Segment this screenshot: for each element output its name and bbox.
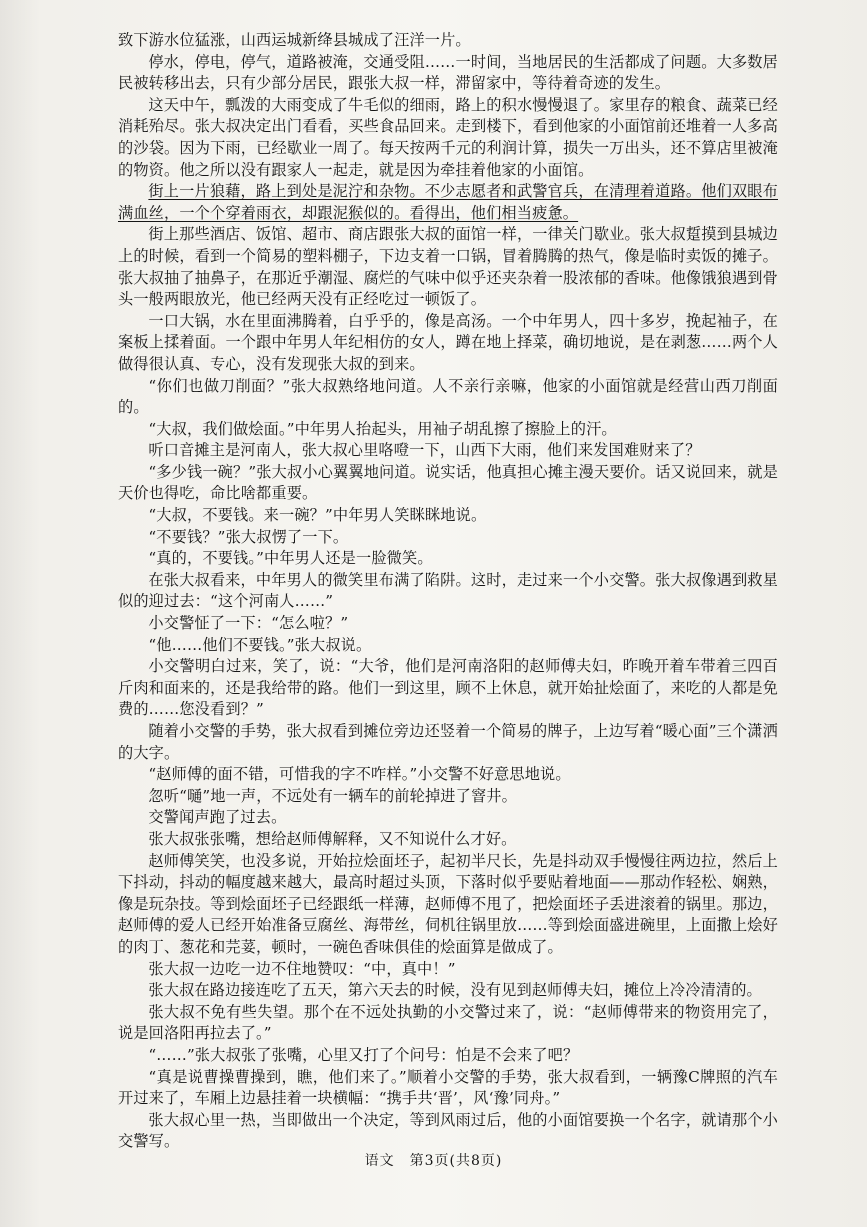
paragraph: 张大叔在路边接连吃了五天，第六天去的时候，没有见到赵师傅夫妇，摊位上冷冷清清的。 [148,981,762,1000]
paragraph: 张大叔一边吃一边不住地赞叹：“中，真中！” [148,959,456,978]
paragraph: 一口大锅，水在里面沸腾着，白乎乎的，像是高汤。一个中年男人，四十多岁，挽起袖子，在案板上揉着面。一个跟中年男人年纪相仿的女人，蹲在地上择菜，确切地说，是在剥葱……两个人做得很认真、专心，没有发现张大叔的到来。 [118,311,778,373]
paragraph: “真的，不要钱。”中年男人还是一脸微笑。 [148,549,433,568]
scan-shadow [0,0,40,1227]
paragraph: “你们也做刀削面？”张大叔熟络地问道。人不亲行亲嘛，他家的小面馆就是经营山西刀削面的。 [118,376,778,417]
paragraph: “大叔，不要钱。来一碗？”中年男人笑眯眯地说。 [148,506,487,525]
paragraph: “多少钱一碗？”张大叔小心翼翼地问道。说实话，他真担心摊主漫天要价。话又说回来，就是天价也得吃，命比啥都重要。 [118,462,778,503]
paragraph: 交警闻声跑了过去。 [148,808,287,827]
story-text [118,30,778,1153]
underlined-paragraph: 街上一片狼藉，路上到处是泥泞和杂物。不少志愿者和武警官兵，在清理着道路。他们双眼布满血丝，一个个穿着雨衣，却跟泥猴似的。看得出，他们相当疲惫。 [118,182,778,222]
page-footer: 语文 第3页(共8页) [364,1153,503,1169]
paragraph: 在张大叔看来，中年男人的微笑里布满了陷阱。这时，走过来一个小交警。张大叔像遇到救星似的迎过去：“这个河南人……” [118,570,778,611]
paragraph: 忽听“嗵”地一声，不远处有一辆车的前轮掉进了窨井。 [148,786,517,805]
paragraph: 张大叔张张嘴，想给赵师傅解释，又不知说什么才好。 [148,829,517,848]
paragraph: 张大叔不免有些失望。那个在不远处执勤的小交警过来了，说：“赵师傅带来的物资用完了，说是回洛阳再拉去了。” [118,1002,778,1043]
paragraph: “他……他们不要钱。”张大叔说。 [148,635,372,654]
paragraph: “真是说曹操曹操到，瞧，他们来了。”顺着小交警的手势，张大叔看到，一辆豫C牌照的汽车开过来了，车厢上边悬挂着一块横幅：“携手共‘晋’，风‘豫’同舟。” [118,1067,778,1108]
paragraph: 小交警明白过来，笑了，说：“大爷，他们是河南洛阳的赵师傅夫妇，昨晚开着车带着三四百斤肉和面来的，还是我给带的路。他们一到这里，顾不上休息，就开始扯烩面了，来吃的人都是免费的……您没看到？” [118,657,778,719]
paragraph: 街上那些酒店、饭馆、超市、商店跟张大叔的面馆一样，一律关门歇业。张大叔踅摸到县城边上的时候，看到一个简易的塑料棚子，下边支着一口锅，冒着腾腾的热气，像是临时卖饭的摊子。张大叔抽了抽鼻子，在那近乎潮湿、腐烂的气味中似乎还夹杂着一股浓郁的香味。他像饿狼遇到骨头一般两眼放光，他已经两天没有正经吃过一顿饭了。 [118,225,778,309]
paragraph: 赵师傅笑笑，也没多说，开始拉烩面坯子，起初半尺长，先是抖动双手慢慢往两边拉，然后上下抖动，抖动的幅度越来越大，最高时超过头顶，下落时似乎要贴着地面——那动作轻松、娴熟，像是玩杂技。等到烩面坯子已经跟纸一样薄，赵师傅不甩了，把烩面坯子丢进滚着的锅里。那边，赵师傅的爱人已经开始准备豆腐丝、海带丝，伺机往锅里放……等到烩面盛进碗里，上面撒上烩好的肉丁、葱花和芫荽，顿时，一碗色香味俱佳的烩面算是做成了。 [118,851,778,956]
paragraph: “……”张大叔张了张嘴，心里又打了个问号：怕是不会来了吧？ [148,1045,579,1064]
paragraph: 致下游水位猛涨，山西运城新绛县城成了汪洋一片。 [118,31,471,49]
paragraph: 这天中午，瓢泼的大雨变成了牛毛似的细雨，路上的积水慢慢退了。家里存的粮食、蔬菜已经消耗殆尽。张大叔决定出门看看，买些食品回来。走到楼下，看到他家的小面馆前还堆着一人多高的沙袋。因为下雨，已经歇业一周了。每天按两千元的利润计算，损失一万出头，还不算店里被淹的物资。他之所以没有跟家人一起走，就是因为牵挂着他家的小面馆。 [118,95,778,179]
paragraph: 小交警怔了一下：“怎么啦？” [148,614,349,633]
paragraph: 停水，停电，停气，道路被淹，交通受阻……一时间，当地居民的生活都成了问题。大多数居民被转移出去，只有少部分居民，跟张大叔一样，滞留家中，等待着奇迹的发生。 [118,52,778,93]
paragraph: 随着小交警的手势，张大叔看到摊位旁边还竖着一个简易的牌子，上边写着“暖心面”三个潇洒的大字。 [118,722,778,762]
paragraph: “不要钱？”张大叔愣了一下。 [148,527,349,546]
paragraph: 张大叔心里一热，当即做出一个决定，等到风雨过后，他的小面馆要换一个名字，就请那个小交警写。 [118,1110,778,1151]
paragraph: “大叔，我们做烩面。”中年男人抬起头，用袖子胡乱擦了擦脸上的汗。 [148,419,617,438]
paragraph: “赵师傅的面不错，可惜我的字不咋样。”小交警不好意思地说。 [148,765,571,784]
paragraph: 听口音摊主是河南人，张大叔心里咯噔一下，山西下大雨，他们来发国难财来了？ [148,441,701,460]
